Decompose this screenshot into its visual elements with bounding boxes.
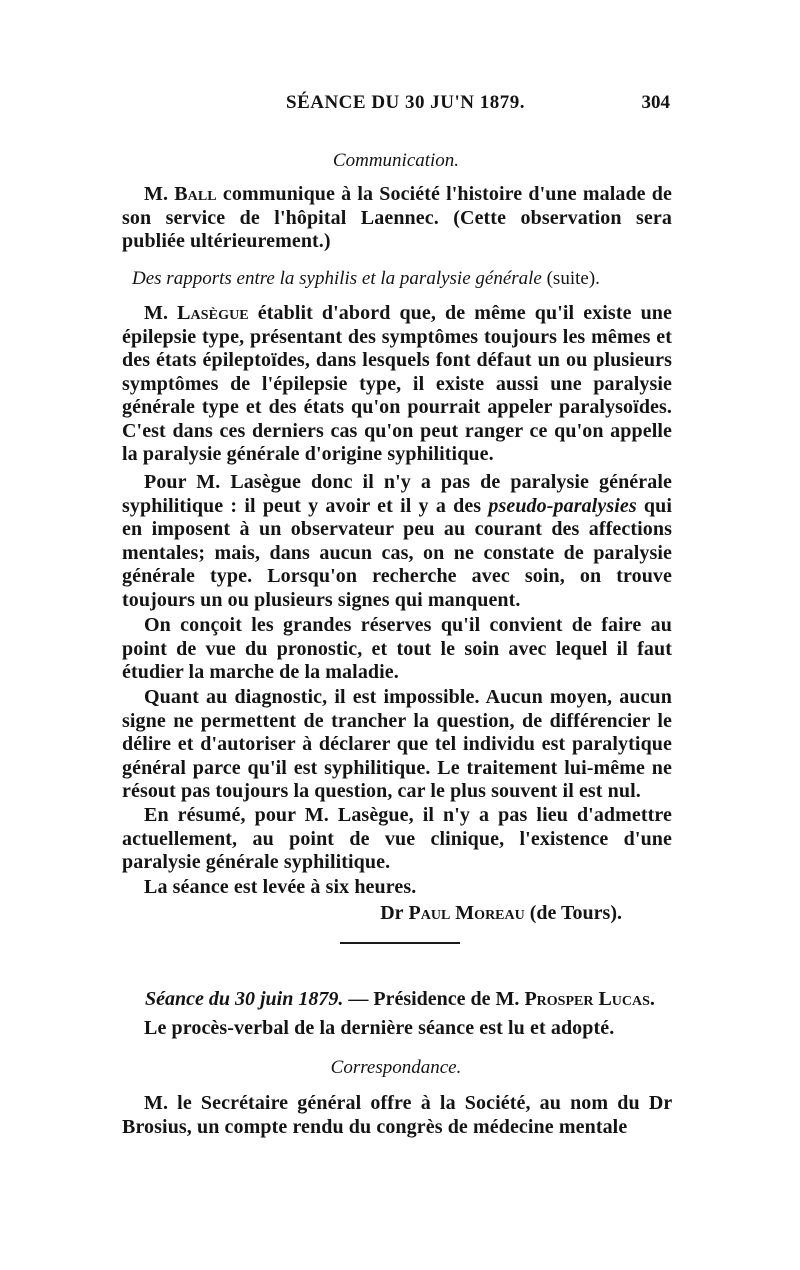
paragraph-text: qui en imposent à un observateur peu au courant des affections mentales; mais, dans aucun cas, on ne constate de paralysie générale type. Lorsqu'on recherche avec soin, on trouve toujours un ou plusieurs signes qui manquent. <box>122 494 673 611</box>
paragraph-text: établit d'abord que, de même qu'il existe une épilepsie type, présentant des symptômes toujours les mêmes et des états épileptoïdes, dans lesquels font défaut un ou plusieurs symptômes de l'épilepsie type, il existe aussi une paralysie générale type et des états qu'on pourrait appeler paralysoïdes. C'est dans ces derniers cas qu'on peut ranger ce qu'on appelle la paralysie générale d'origine syphilitique. <box>122 302 673 465</box>
section-heading-syphilis <box>132 268 672 290</box>
paragraph-seance-levee: La séance est levée à six heures. <box>144 876 417 898</box>
paragraph-diagnostic: Quant au diagnostic, il est impossible. Aucun moyen, aucun signe ne permettent de trancher la question, de différencier le délire et d'autoriser à déclarer que tel individu est paralytique général parce qu'il est syphilitique. Le traitement lui-même ne résout pas toujours la question, car le plus souvent il est nul. <box>122 686 672 802</box>
signature-title: Dr <box>380 902 404 924</box>
heading-title: Des rapports entre la syphilis et la paralysie générale <box>132 268 542 289</box>
heading-suffix: (suite). <box>541 268 600 289</box>
signature-place: (de Tours). <box>524 902 622 924</box>
paragraph-text: Brosius, un compte rendu du congrès de médecine mentale <box>122 1115 628 1138</box>
section-heading-correspondance: Correspondance. <box>330 1057 462 1078</box>
paragraph-resume: En résumé, pour M. Lasègue, il n'y a pas lieu d'admettre actuellement, au point de vue clinique, l'existence d'une paralysie générale syphilitique. <box>122 804 672 873</box>
paragraph-text: communique à la Société l'histoire d'une malade de son service de l'hôpital Laennec. (Cette observation sera publiée ultérieurement.) <box>122 183 672 252</box>
paragraph-text: M. le Secrétaire général offre à la Société, au nom du <box>144 1092 649 1114</box>
signature <box>122 902 622 925</box>
speaker-name: M. Ball <box>144 183 217 205</box>
president-name: Prosper Lucas <box>524 988 650 1010</box>
emphasis-text: pseudo-paralysies <box>488 494 637 517</box>
seance-date: Séance du 30 juin 1879. <box>145 988 344 1010</box>
section-divider <box>340 942 460 944</box>
speaker-name: M. Lasègue <box>144 302 249 324</box>
signature-name: Paul Moreau <box>403 902 525 924</box>
paragraph-correspondance <box>122 1092 672 1139</box>
paragraph-lasegue-2 <box>122 471 672 612</box>
section-heading-communication: Communication. <box>332 150 460 171</box>
seance-header <box>145 988 675 1011</box>
paragraph-ball <box>122 183 672 254</box>
title-abbrev: Dr <box>648 1092 672 1114</box>
page-header <box>122 92 670 122</box>
paragraph-proces-verbal: Le procès-verbal de la dernière séance est lu et adopté. <box>144 1017 615 1039</box>
presidence-end: . <box>649 988 655 1010</box>
page-number: 304 <box>641 92 670 113</box>
paragraph-pronostic: On conçoit les grandes réserves qu'il convient de faire au point de vue du pronostic, et tout le soin avec lequel il faut étudier la marche de la maladie. <box>122 614 672 683</box>
paragraph-lasegue-1 <box>122 302 672 467</box>
presidence-text: — Présidence de M. <box>343 988 525 1010</box>
running-title: SÉANCE DU 30 JU'N 1879. <box>286 92 525 113</box>
paragraph-text: Pour M. Lasègue donc il n'y a pas de paralysie générale syphilitique : il peut y avoir et il y a des <box>122 471 672 517</box>
